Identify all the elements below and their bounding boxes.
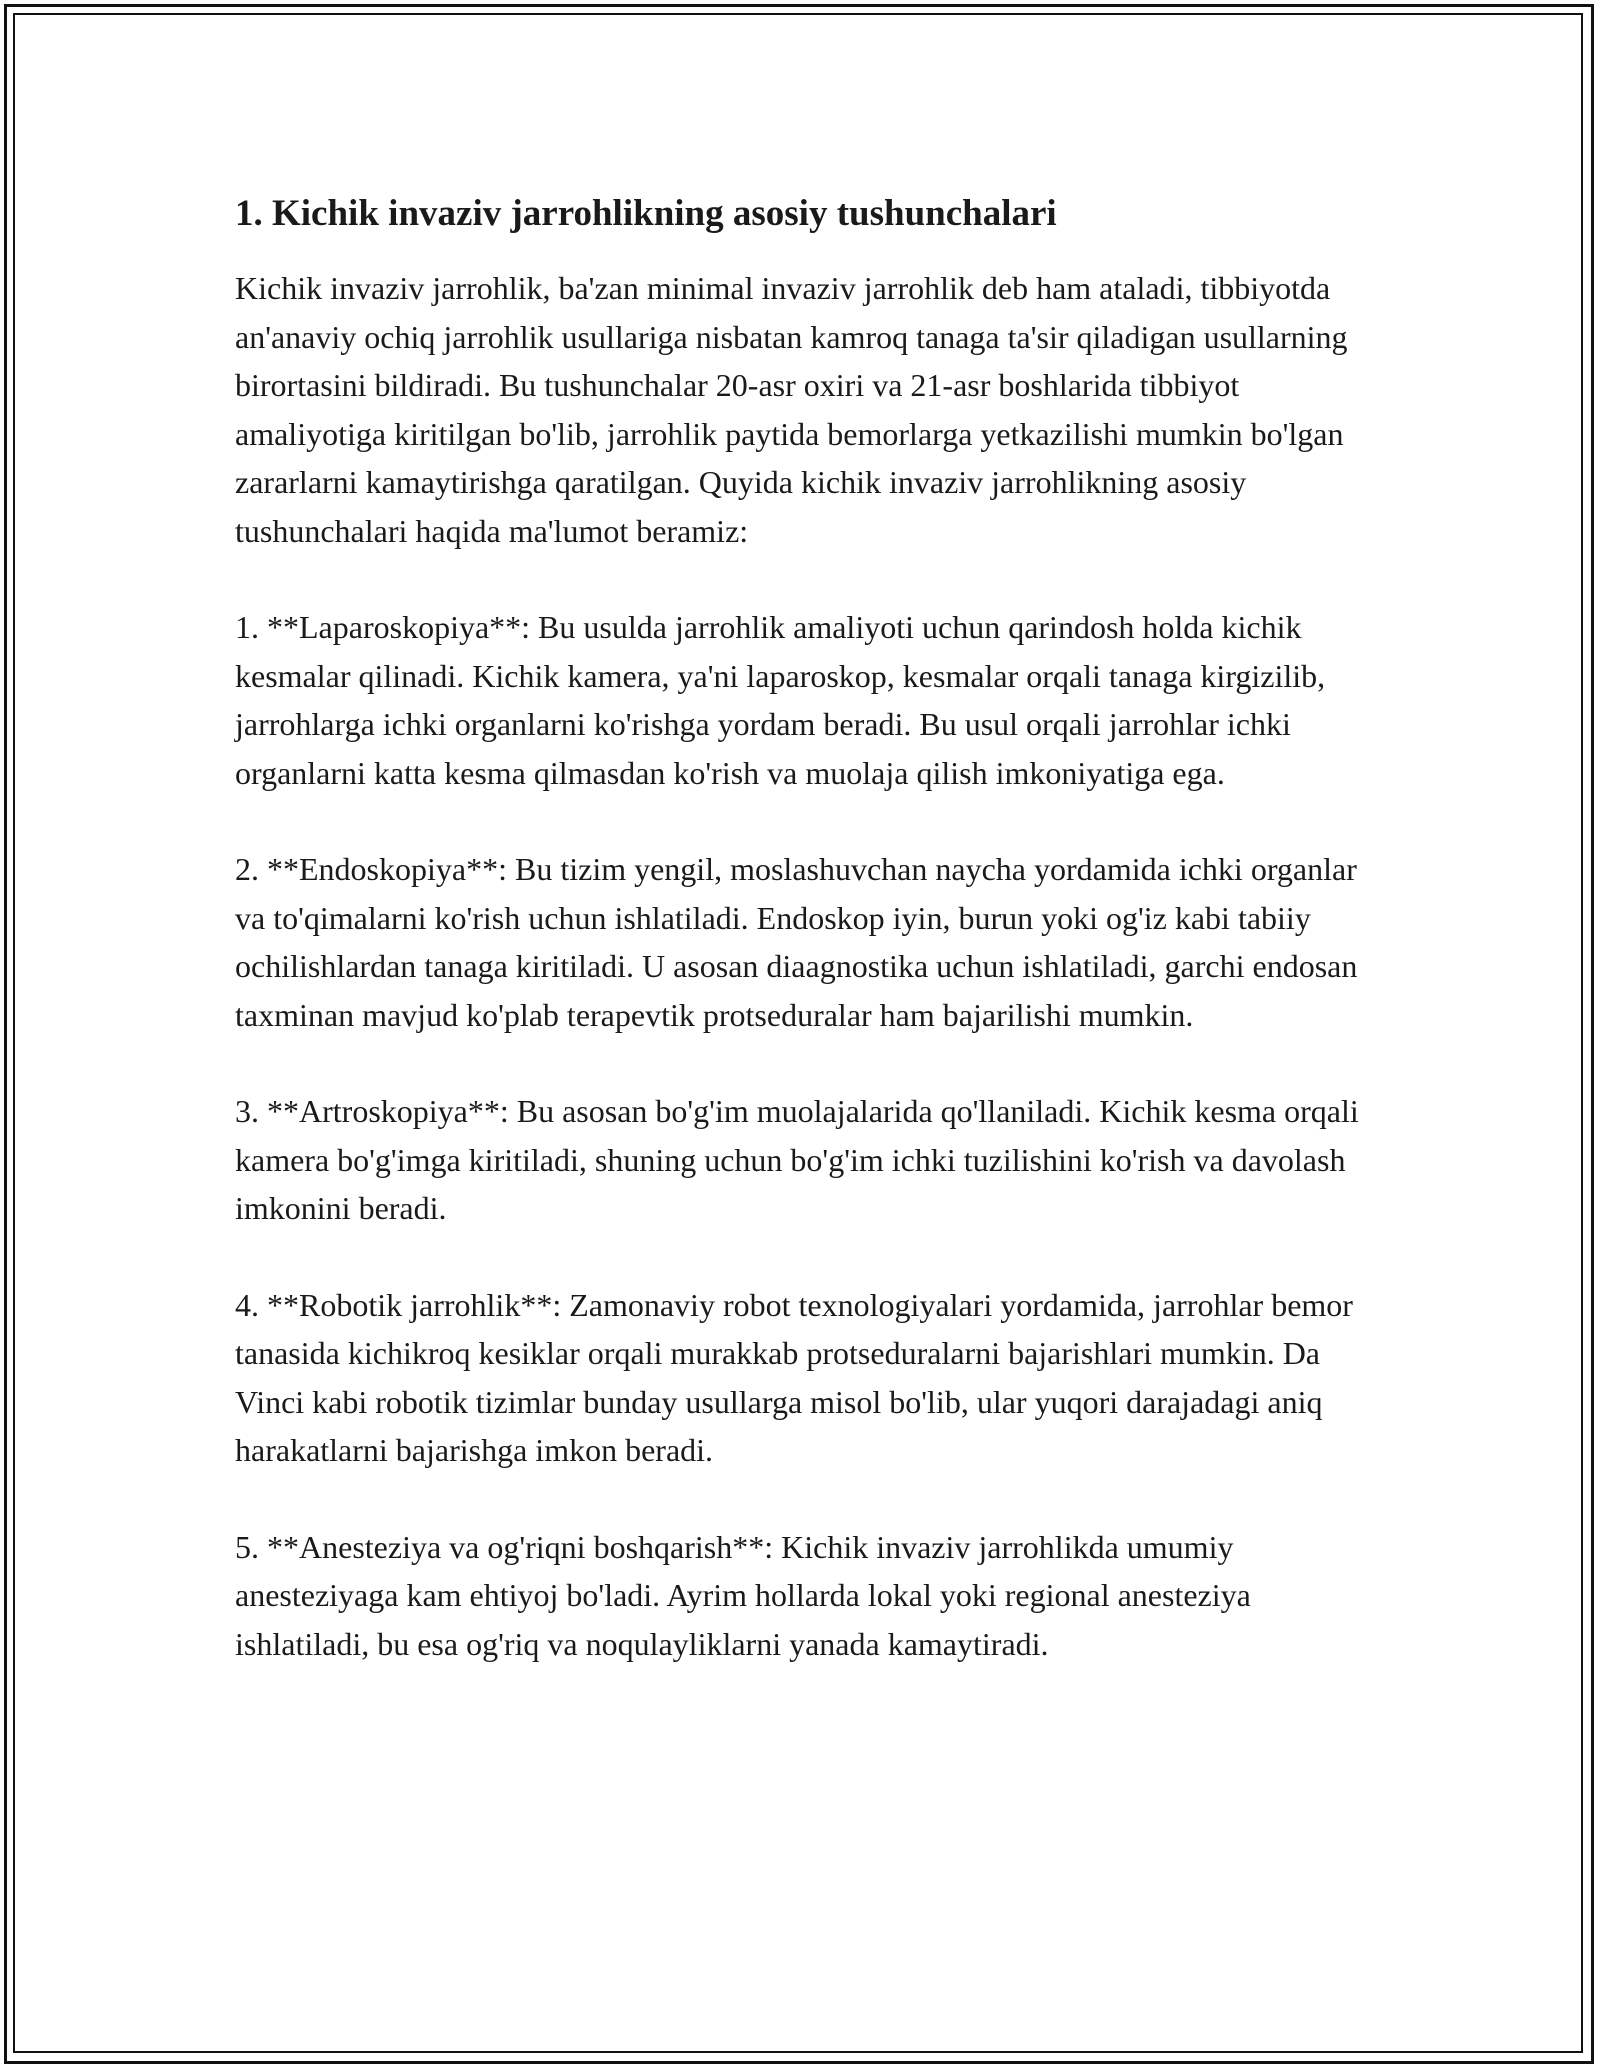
document-body [235,188,1375,1716]
section-heading: 1. Kichik invaziv jarrohlikning asosiy tushunchalari [235,193,1057,234]
paragraph-endoskopiya: 2. **Endoskopiya**: Bu tizim yengil, moslashuvchan naycha yordamida ichki organlar va to'qimalarni ko'rish uchun ishlatiladi. Endoskop iyin, burun yoki og'iz kabi tabiiy ochilishlardan tanaga kiritiladi. U asosan diaagnostika uchun ishlatiladi, garchi endosan taxminan mavjud ko'plab terapevtik protseduralar ham bajarilishi mumkin. [235,851,1358,1033]
intro-paragraph: Kichik invaziv jarrohlik, ba'zan minimal invaziv jarrohlik deb ham ataladi, tibbiyotda an'anaviy ochiq jarrohlik usullariga nisbatan kamroq tanaga ta'sir qiladigan usullarning birortasini bildiradi. Bu tushunchalar 20-asr oxiri va 21-asr boshlarida tibbiyot amaliyotiga kiritilgan bo'lib, jarrohlik paytida bemorlarga yetkazilishi mumkin bo'lgan zararlarni kamaytirishga qaratilgan. Quyida kichik invaziv jarrohlikning asosiy tushunchalari haqida ma'lumot beramiz: [235,270,1348,549]
paragraph-anesteziya: 5. **Anesteziya va og'riqni boshqarish**: Kichik invaziv jarrohlikda umumiy anesteziyaga kam ehtiyoj bo'ladi. Ayrim hollarda lokal yoki regional anesteziya ishlatiladi, bu esa og'riq va noqulayliklarni yanada kamaytiradi. [235,1528,1251,1662]
paragraph-laparoskopiya: 1. **Laparoskopiya**: Bu usulda jarrohlik amaliyoti uchun qarindosh holda kichik kesmalar qilinadi. Kichik kamera, ya'ni laparoskop, kesmalar orqali tanaga kirgizilib, jarrohlarga ichki organlarni ko'rishga yordam beradi. Bu usul orqali jarrohlar ichki organlarni katta kesma qilmasdan ko'rish va muolaja qilish imkoniyatiga ega. [235,609,1326,791]
paragraph-robotik-jarrohlik: 4. **Robotik jarrohlik**: Zamonaviy robot texnologiyalari yordamida, jarrohlar bemor tanasida kichikroq kesiklar orqali murakkab protseduralarni bajarishlari mumkin. Da Vinci kabi robotik tizimlar bunday usullarga misol bo'lib, ular yuqori darajadagi aniq harakatlarni bajarishga imkon beradi. [235,1286,1353,1468]
paragraph-artroskopiya: 3. **Artroskopiya**: Bu asosan bo'g'im muolajalarida qo'llaniladi. Kichik kesma orqali kamera bo'g'imga kiritiladi, shuning uchun bo'g'im ichki tuzilishini ko'rish va davolash imkonini beradi. [235,1093,1359,1226]
